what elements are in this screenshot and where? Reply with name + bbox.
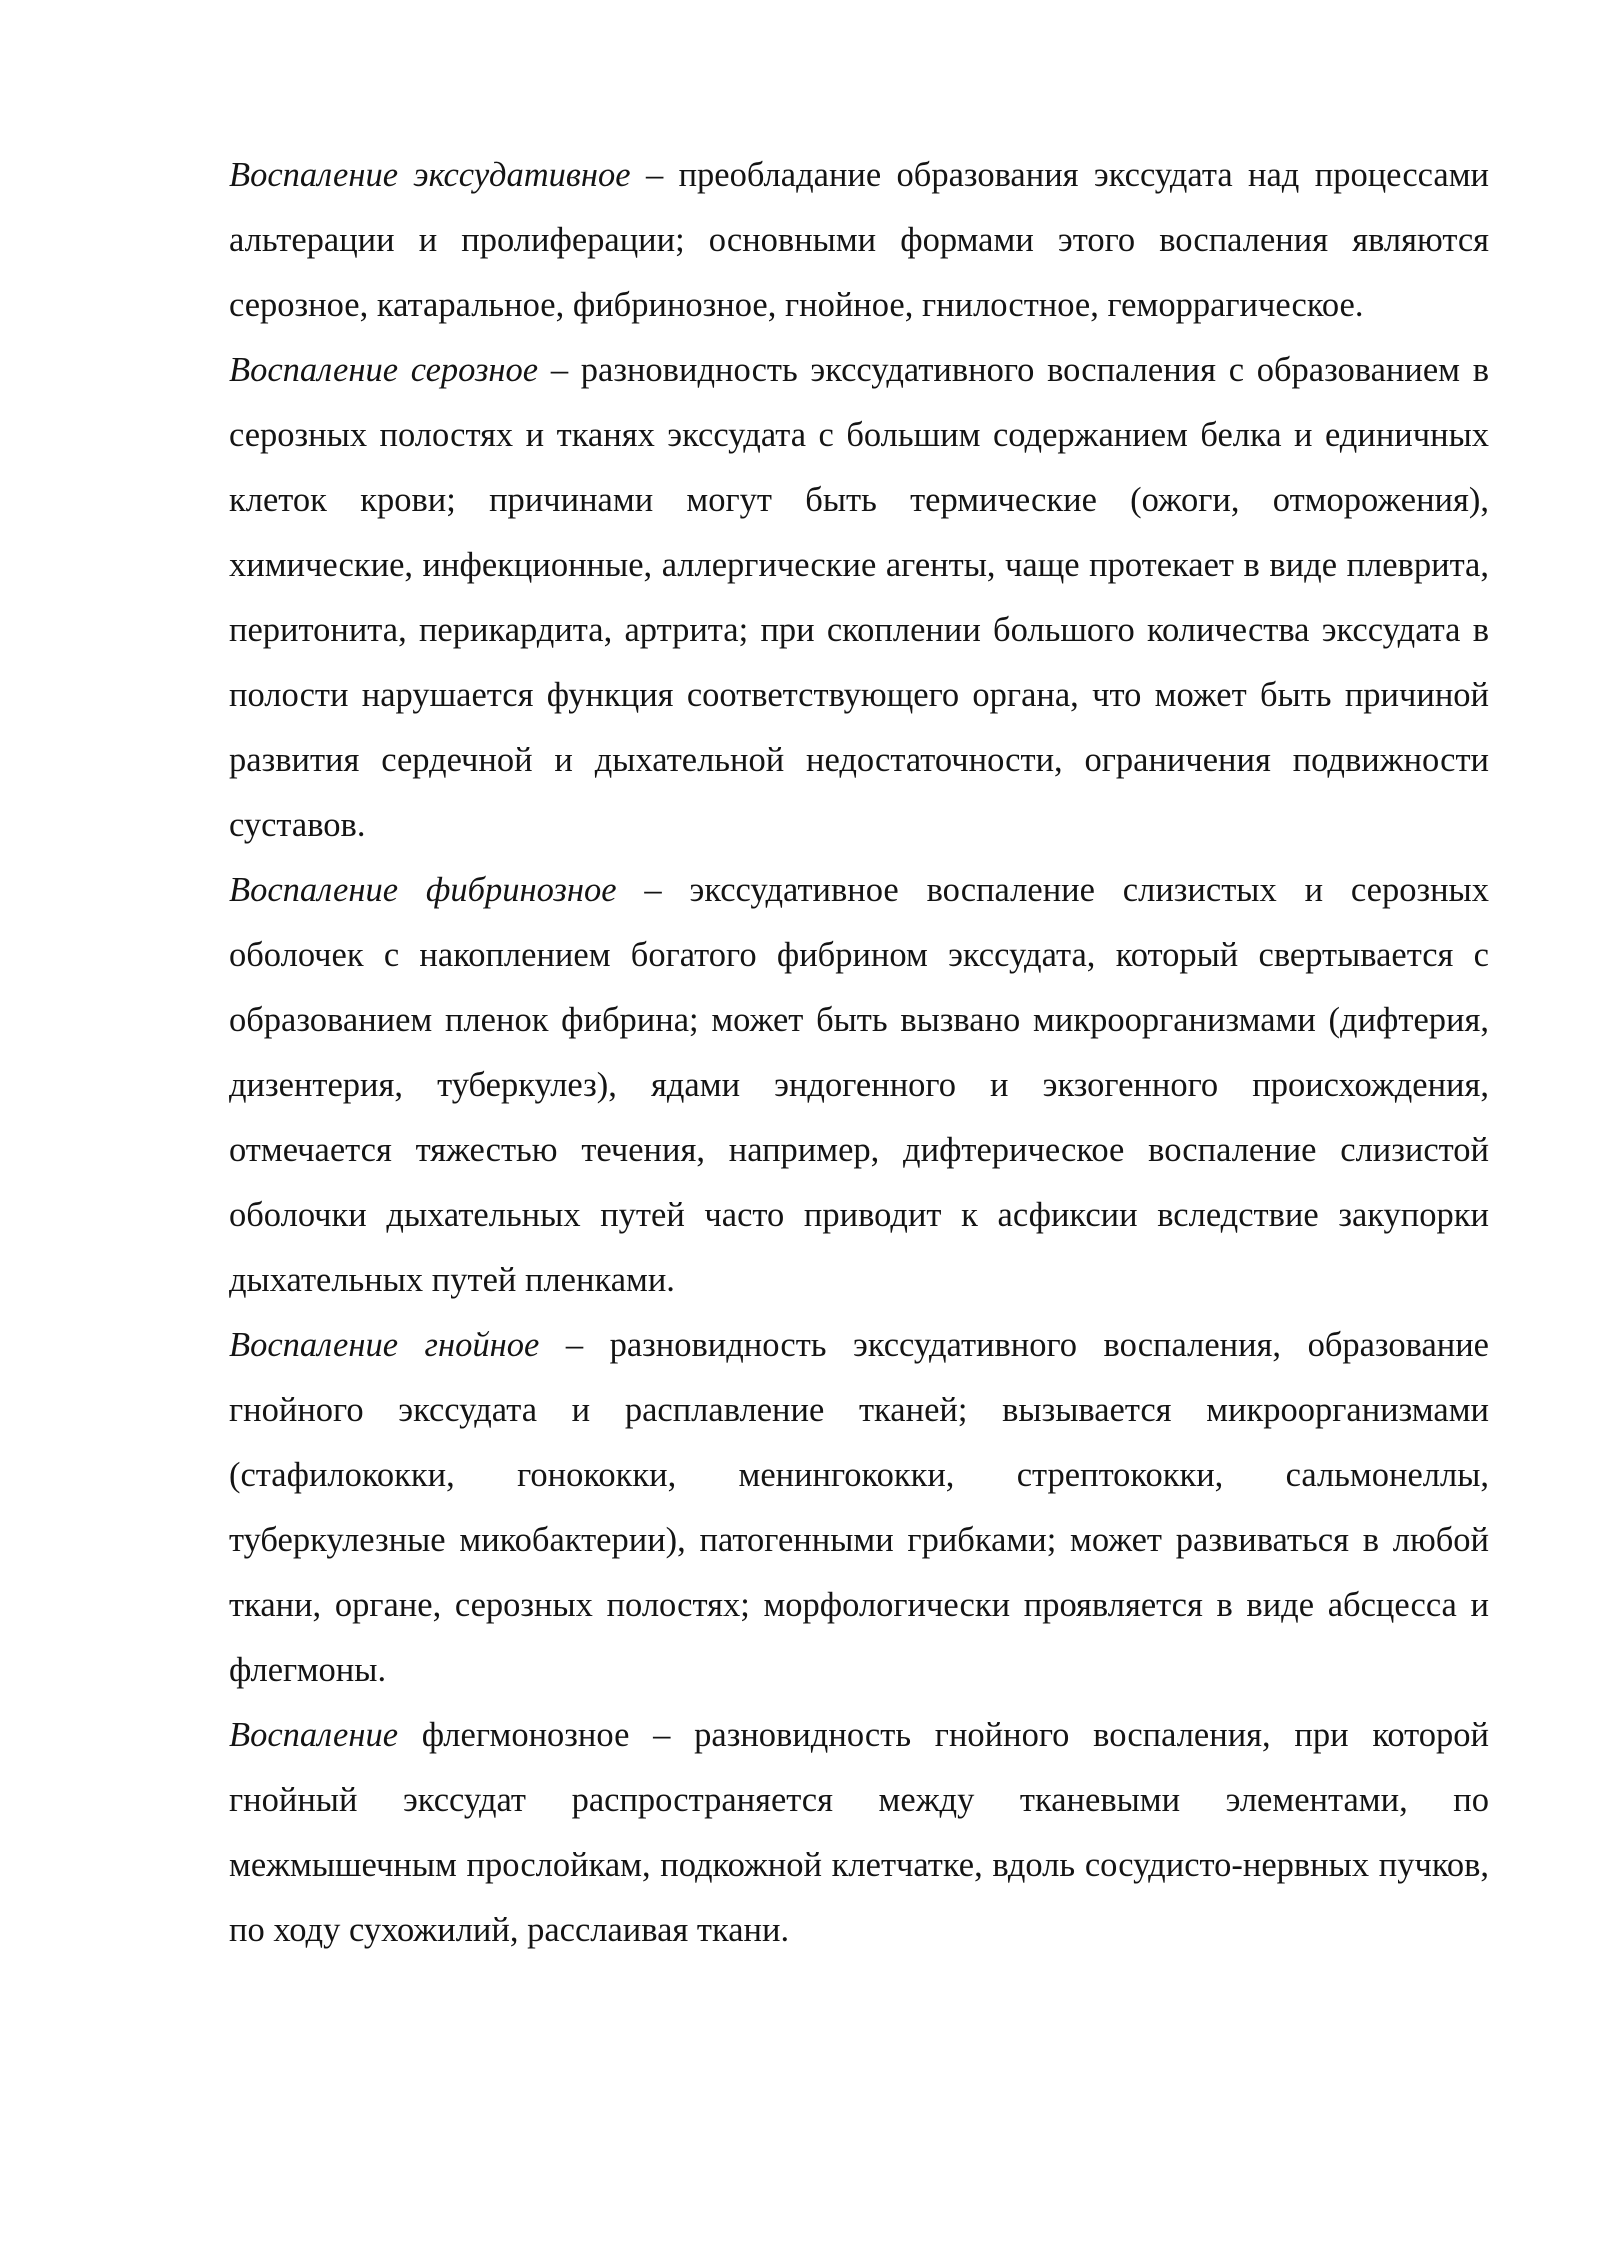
- glossary-entry: [229, 858, 1489, 1313]
- glossary-entry: [229, 1313, 1489, 1703]
- entry-term: Воспаление экссудативное: [229, 156, 631, 194]
- entry-term: Воспаление серозное: [229, 351, 539, 389]
- document-page: [229, 143, 1489, 1963]
- entry-definition: флегмонозное – разновидность гнойного воспаления, при которой гнойный экссудат распространяется между тканевыми элементами, по межмышечным прослойкам, подкожной клетчатке, вдоль сосудисто-нервных пучков, по ходу сухожилий, расслаивая ткани.: [229, 1716, 1489, 1949]
- entry-definition: – разновидность экссудативного воспаления с образованием в серозных полостях и тканях экссудата с большим содержанием белка и единичных клеток крови; причинами могут быть термические (ожоги, отморожения), химические, инфекционные, аллергические агенты, чаще протекает в виде плеврита, перитонита, перикардита, артрита; при скоплении большого количества экссудата в полости нарушается функция соответствующего органа, что может быть причиной развития сердечной и дыхательной недостаточности, ограничения подвижности суставов.: [229, 351, 1489, 844]
- glossary-entry: [229, 143, 1489, 338]
- entry-term: Воспаление фибринозное: [229, 871, 617, 909]
- entry-term: Воспаление: [229, 1716, 399, 1754]
- glossary-entry: [229, 338, 1489, 858]
- entry-definition: – разновидность экссудативного воспаления, образование гнойного экссудата и расплавление тканей; вызывается микроорганизмами (стафилококки, гонококки, менингококки, стрептококки, сальмонеллы, туберкулезные микобактерии), патогенными грибками; может развиваться в любой ткани, органе, серозных полостях; морфологически проявляется в виде абсцесса и флегмоны.: [229, 1326, 1489, 1689]
- entry-definition: – экссудативное воспаление слизистых и серозных оболочек с накоплением богатого фибрином экссудата, который свертывается с образованием пленок фибрина; может быть вызвано микроорганизмами (дифтерия, дизентерия, туберкулез), ядами эндогенного и экзогенного происхождения, отмечается тяжестью течения, например, дифтерическое воспаление слизистой оболочки дыхательных путей часто приводит к асфиксии вследствие закупорки дыхательных путей пленками.: [229, 871, 1489, 1299]
- entry-term: Воспаление гнойное: [229, 1326, 540, 1364]
- entry-definition: – преобладание образования экссудата над процессами альтерации и пролиферации; основными формами этого воспаления являются серозное, катаральное, фибринозное, гнойное, гнилостное, геморрагическое.: [229, 156, 1489, 324]
- glossary-entry: [229, 1703, 1489, 1963]
